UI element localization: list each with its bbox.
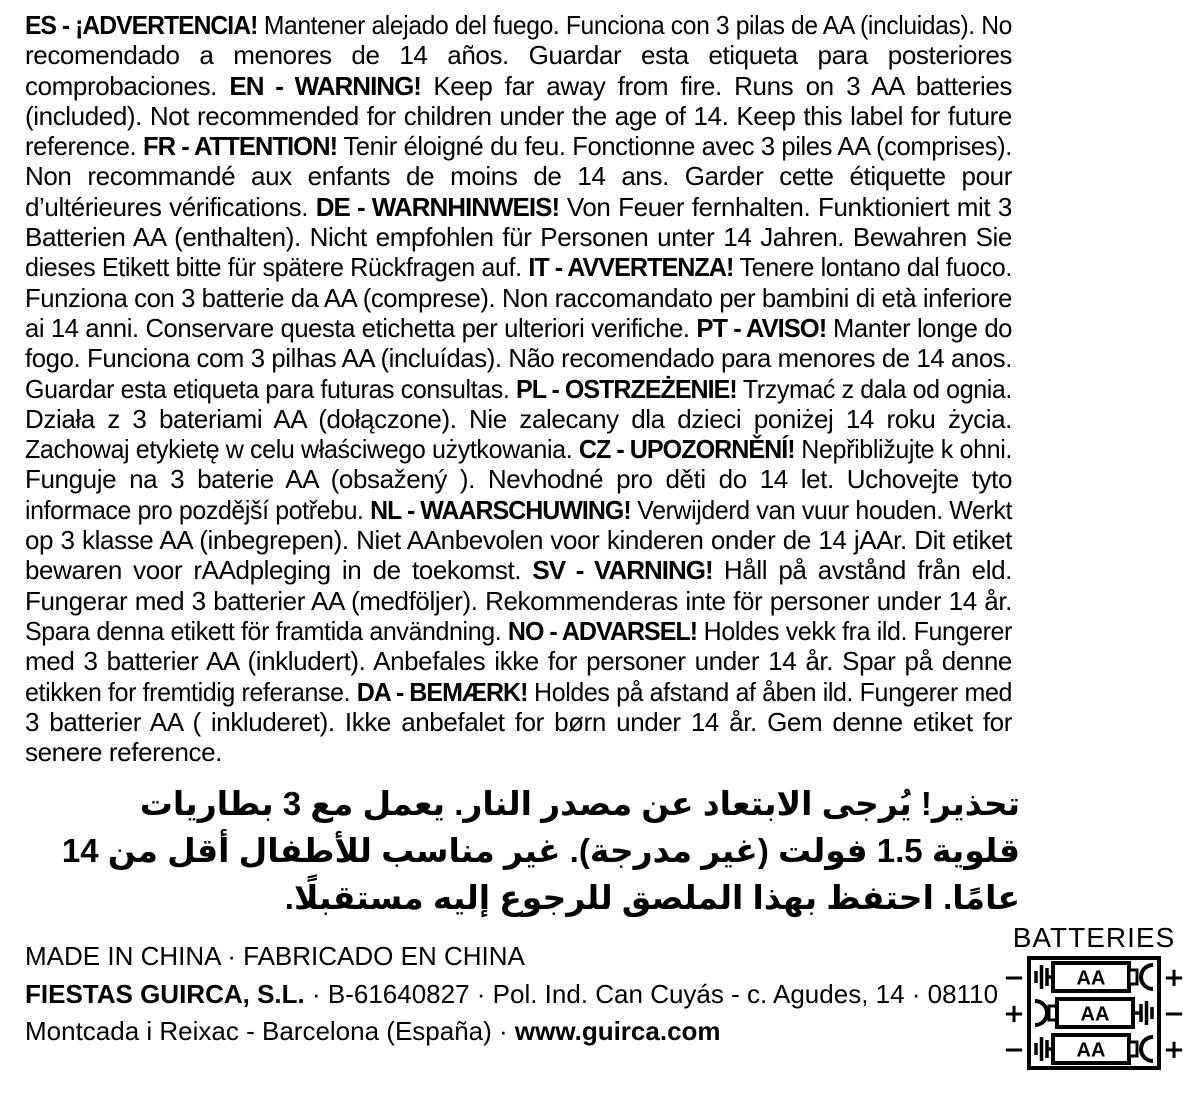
made-in-text: MADE IN CHINA · FABRICADO EN CHINA bbox=[25, 941, 525, 971]
warning-text-run: Von Feuer fernhalten. Funktioniert mit 3 bbox=[559, 191, 1012, 222]
text-line bbox=[25, 615, 1012, 646]
language-warning-header: SV - VARNING! bbox=[532, 555, 713, 586]
text-line bbox=[25, 312, 1012, 343]
warning-text-run: Trzymać z dala od ognia. bbox=[736, 373, 1012, 404]
text-line bbox=[25, 586, 1012, 616]
batteries-title: BATTERIES bbox=[1012, 922, 1176, 953]
polarity-sign: + bbox=[1003, 999, 1025, 1029]
text-line bbox=[25, 373, 1012, 404]
warning-text-run: Tenere lontano dal fuoco. bbox=[733, 252, 1012, 283]
language-warning-header: NL - WAARSCHUWING! bbox=[370, 494, 631, 525]
warning-text-run: 3 batterier AA ( inkluderet). Ikke anbefalet for børn under 14 år. Gem denne etiket for bbox=[25, 706, 1012, 737]
language-warning-header: PL - OSTRZEŻENIE! bbox=[515, 373, 737, 404]
arabic-text-run: قلوية 1.5 فولت (غير مدرجة). غير مناسب للأطفال أقل من 14 bbox=[61, 832, 1020, 869]
website-text: www.guirca.com bbox=[514, 1016, 721, 1046]
warning-text-run: informace pro pozdější potřebu. bbox=[25, 494, 371, 525]
text-line bbox=[25, 282, 1012, 313]
warning-text-run: ai 14 anni. Conservare questa etichetta per ulteriori verifiche. bbox=[25, 312, 697, 343]
polarity-sign: − bbox=[1003, 1035, 1025, 1065]
text-line bbox=[25, 101, 1012, 131]
warning-text-run: Nepřibližujte k ohni. bbox=[794, 434, 1012, 465]
language-warning-header: CZ - UPOZORNĚNÍ! bbox=[578, 434, 795, 465]
made-in-line bbox=[25, 938, 998, 976]
polarity-sign: − bbox=[1003, 963, 1025, 993]
warning-text-run: recomendado a menores de 14 años. Guardar esta etiqueta para posteriores bbox=[25, 40, 1012, 71]
text-line bbox=[25, 494, 1012, 525]
text-line bbox=[25, 874, 1020, 921]
warning-text-run: Håll på avstånd från eld. bbox=[712, 555, 1012, 586]
warning-text-run: fogo. Funciona com 3 pilhas AA (incluídas). Não recomendado para menores de 14 anos. bbox=[25, 343, 1012, 374]
text-line bbox=[25, 646, 1012, 676]
language-warning-header: FR - ATTENTION! bbox=[142, 131, 338, 162]
warning-text-run: Guardar esta etiqueta para futuras consultas. bbox=[25, 373, 516, 404]
warning-text-run: Verwijderd van vuur houden. Werkt bbox=[630, 494, 1012, 525]
language-warning-header: ES - ¡ADVERTENCIA! bbox=[25, 10, 258, 40]
warning-text-run: comprobaciones. bbox=[25, 70, 230, 101]
text-line bbox=[25, 252, 1012, 283]
language-warning-header: IT - AVVERTENZA! bbox=[528, 252, 734, 283]
warning-text-run: Keep far away from fire. Runs on 3 AA batteries bbox=[420, 70, 1012, 101]
warning-text-run: dieses Etikett bitte für spätere Rückfragen auf. bbox=[25, 252, 529, 283]
warning-text-run: senere reference. bbox=[25, 737, 222, 768]
battery-contact-icon bbox=[1141, 965, 1153, 989]
battery-label: AA bbox=[1076, 1039, 1106, 1062]
battery-compartment-icon bbox=[1003, 956, 1185, 1070]
battery-diagram bbox=[1003, 922, 1185, 1070]
warning-text-run: Fungerar med 3 batterier AA (medföljer). Rekommenderas inte för personer under 14 år. bbox=[25, 585, 1012, 616]
text-line bbox=[25, 10, 1012, 40]
warning-text-run: Działa z 3 bateriami AA (dołączone). Nie zalecany dla dzieci poniżej 14 roku życia. bbox=[25, 403, 1012, 434]
text-line bbox=[25, 131, 1012, 162]
warning-text-run: d’ultérieures vérifications. bbox=[25, 191, 316, 222]
warning-text-run: Zachowaj etykietę w celu właściwego użytkowania. bbox=[25, 434, 579, 465]
text-line bbox=[25, 707, 1012, 737]
warning-text-run: Funziona con 3 batterie da AA (comprese). Non raccomandato per bambini di età inferiore bbox=[25, 282, 1012, 313]
warning-text-run: reference. bbox=[25, 131, 143, 162]
text-line bbox=[25, 676, 1012, 707]
company-details: · B-61640827 · Pol. Ind. Can Cuyás - c. Agudes, 14 · 08110 bbox=[304, 978, 999, 1009]
arabic-warning-header: تحذير! bbox=[920, 785, 1020, 822]
company-line bbox=[25, 976, 998, 1014]
manufacturer-info bbox=[25, 938, 998, 1051]
warning-text-run: Non recommandé aux enfants de moins de 14 ans. Garder cette étiquette pour bbox=[25, 161, 1012, 192]
text-line bbox=[25, 71, 1012, 101]
battery-label: AA bbox=[1076, 967, 1106, 990]
warning-text-run: Manter longe do bbox=[826, 312, 1012, 343]
warning-text-run: Mantener alejado del fuego. Funciona con 3 pilas de AA (incluidas). No bbox=[257, 10, 1012, 40]
warning-text-run: med 3 batterier AA (inkludert). Anbefales ikke for personer under 14 år. Spar på denne bbox=[25, 646, 1012, 677]
battery-nub bbox=[1129, 970, 1137, 984]
battery-contact-icon bbox=[1141, 1037, 1153, 1061]
language-warning-header: DA - BEMÆRK! bbox=[356, 676, 528, 707]
text-line bbox=[25, 780, 1020, 827]
warning-text-run: etikken for fremtidig referanse. bbox=[25, 676, 357, 707]
address-text: Montcada i Reixac - Barcelona (España) · bbox=[25, 1016, 515, 1046]
arabic-warning-paragraph bbox=[25, 780, 1020, 921]
warning-text-run: Funguje na 3 baterie AA (obsažený ). Nevhodné pro děti do 14 let. Uchovejte tyto bbox=[25, 464, 1012, 495]
language-warning-header: DE - WARNHINWEIS! bbox=[315, 191, 560, 222]
polarity-sign: − bbox=[1163, 999, 1185, 1029]
polarity-sign: + bbox=[1163, 1035, 1185, 1065]
warning-text-run: Tenir éloigné du feu. Fonctionne avec 3 piles AA (comprises). bbox=[337, 131, 1012, 162]
battery-label: AA bbox=[1080, 1003, 1110, 1026]
text-line bbox=[25, 343, 1012, 374]
warning-text-run: Batterien AA (enthalten). Nicht empfohlen für Personen unter 14 Jahren. Bewahren Sie bbox=[25, 222, 1012, 253]
warning-text-run: Holdes vekk fra ild. Fungerer bbox=[697, 615, 1012, 646]
warning-text-run: Holdes på afstand af åben ild. Fungerer med bbox=[527, 676, 1012, 707]
warning-text-run: op 3 klasse AA (inbegrepen). Niet AAnbevolen voor kinderen onder de 14 jAAr. Dit etiket bbox=[25, 525, 1012, 556]
text-line bbox=[25, 40, 1012, 70]
language-warning-header: EN - WARNING! bbox=[229, 70, 421, 101]
warning-text-run: (included). Not recommended for children under the age of 14. Keep this label for future bbox=[25, 100, 1012, 131]
battery-spring-icon bbox=[1135, 1001, 1152, 1025]
language-warning-header: NO - ADVARSEL! bbox=[507, 615, 698, 646]
text-line bbox=[25, 827, 1020, 874]
text-line bbox=[25, 737, 1012, 767]
language-warning-header: PT - AVISO! bbox=[696, 312, 827, 343]
text-line bbox=[25, 222, 1012, 252]
battery-nub bbox=[1129, 1042, 1137, 1056]
text-line bbox=[25, 525, 1012, 555]
arabic-text-run: عامًا. احتفظ بهذا الملصق للرجوع إليه مستقبلًا. bbox=[284, 879, 1020, 916]
text-line bbox=[25, 161, 1012, 191]
text-line bbox=[25, 192, 1012, 222]
arabic-text-run: يُرجى الابتعاد عن مصدر النار. يعمل مع 3 بطاريات bbox=[139, 785, 921, 822]
text-line bbox=[25, 555, 1012, 585]
text-line bbox=[25, 404, 1012, 434]
text-line bbox=[25, 434, 1012, 465]
warning-text-run: bewaren voor rAAdpleging in de toekomst. bbox=[25, 555, 533, 586]
warning-text-run: Spara denna etikett för framtida användning. bbox=[25, 615, 508, 646]
battery-spring-icon bbox=[1036, 1037, 1053, 1061]
polarity-sign: + bbox=[1163, 963, 1185, 993]
address-line bbox=[25, 1013, 998, 1051]
text-line bbox=[25, 464, 1012, 494]
battery-contact-icon bbox=[1035, 1001, 1047, 1025]
multilingual-warning-paragraph bbox=[25, 10, 1012, 767]
battery-spring-icon bbox=[1036, 965, 1053, 989]
company-name: FIESTAS GUIRCA, S.L. bbox=[25, 978, 305, 1009]
